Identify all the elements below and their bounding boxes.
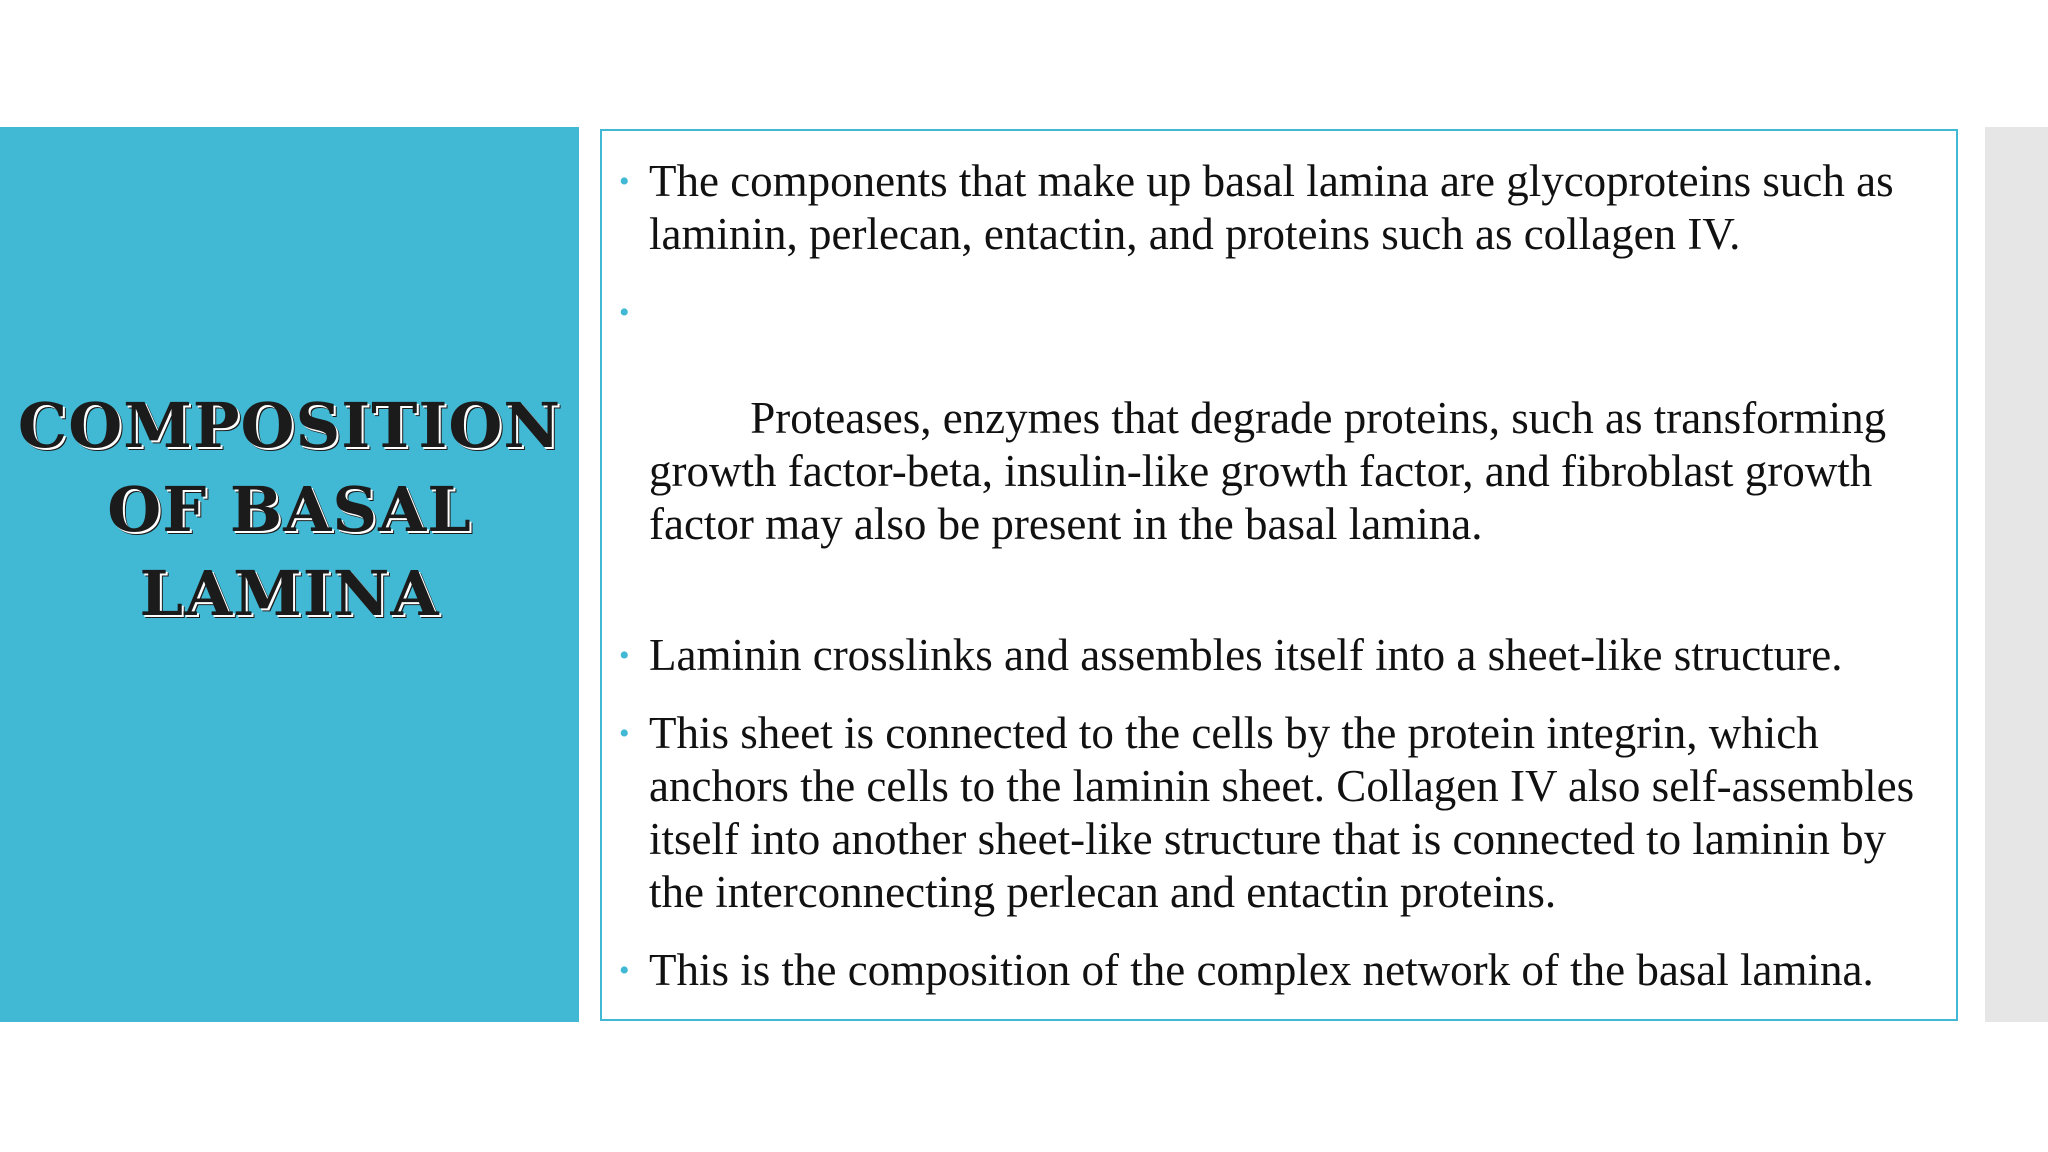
bullet-dot-icon: • xyxy=(619,296,630,329)
bullet-item-5 xyxy=(619,944,1936,997)
bullet-text: This is the composition of the complex network of the basal lamina. xyxy=(649,945,1874,995)
bullet-dot-icon: • xyxy=(619,954,630,987)
title-panel xyxy=(0,127,579,1022)
bullet-dot-icon: • xyxy=(619,165,630,198)
title-line-2: OF BASAL xyxy=(107,472,472,546)
bullet-text: This sheet is connected to the cells by the protein integrin, which anchors the cells to the laminin sheet. Collagen IV also self-assembles itself into another sheet-like structure that is connected to laminin by the interconnecting perlecan and entactin proteins. xyxy=(649,708,1915,917)
title-line-3: LAMINA xyxy=(139,556,440,630)
content-box xyxy=(600,129,1958,1021)
bullet-text: Laminin crosslinks and assembles itself into a sheet-like structure. xyxy=(649,630,1843,680)
bullet-item-2 xyxy=(619,286,1936,604)
bullet-text: Proteases, enzymes that degrade proteins, such as transforming growth factor-beta, insulin-like growth factor, and fibroblast growth factor may also be present in the basal lamina. xyxy=(649,393,1898,549)
bullet-dot-icon: • xyxy=(619,717,630,750)
bullet-text: The components that make up basal lamina are glycoproteins such as laminin, perlecan, entactin, and proteins such as collagen IV. xyxy=(649,156,1894,259)
bullet-item-4 xyxy=(619,707,1936,919)
bullet-list xyxy=(602,131,1956,997)
bullet-item-3 xyxy=(619,629,1936,682)
title-line-1: COMPOSITION xyxy=(17,388,562,462)
bullet-dot-icon: • xyxy=(619,639,630,672)
side-bar xyxy=(1985,127,2048,1022)
slide-title xyxy=(18,384,561,636)
bullet-item-1 xyxy=(619,155,1936,261)
